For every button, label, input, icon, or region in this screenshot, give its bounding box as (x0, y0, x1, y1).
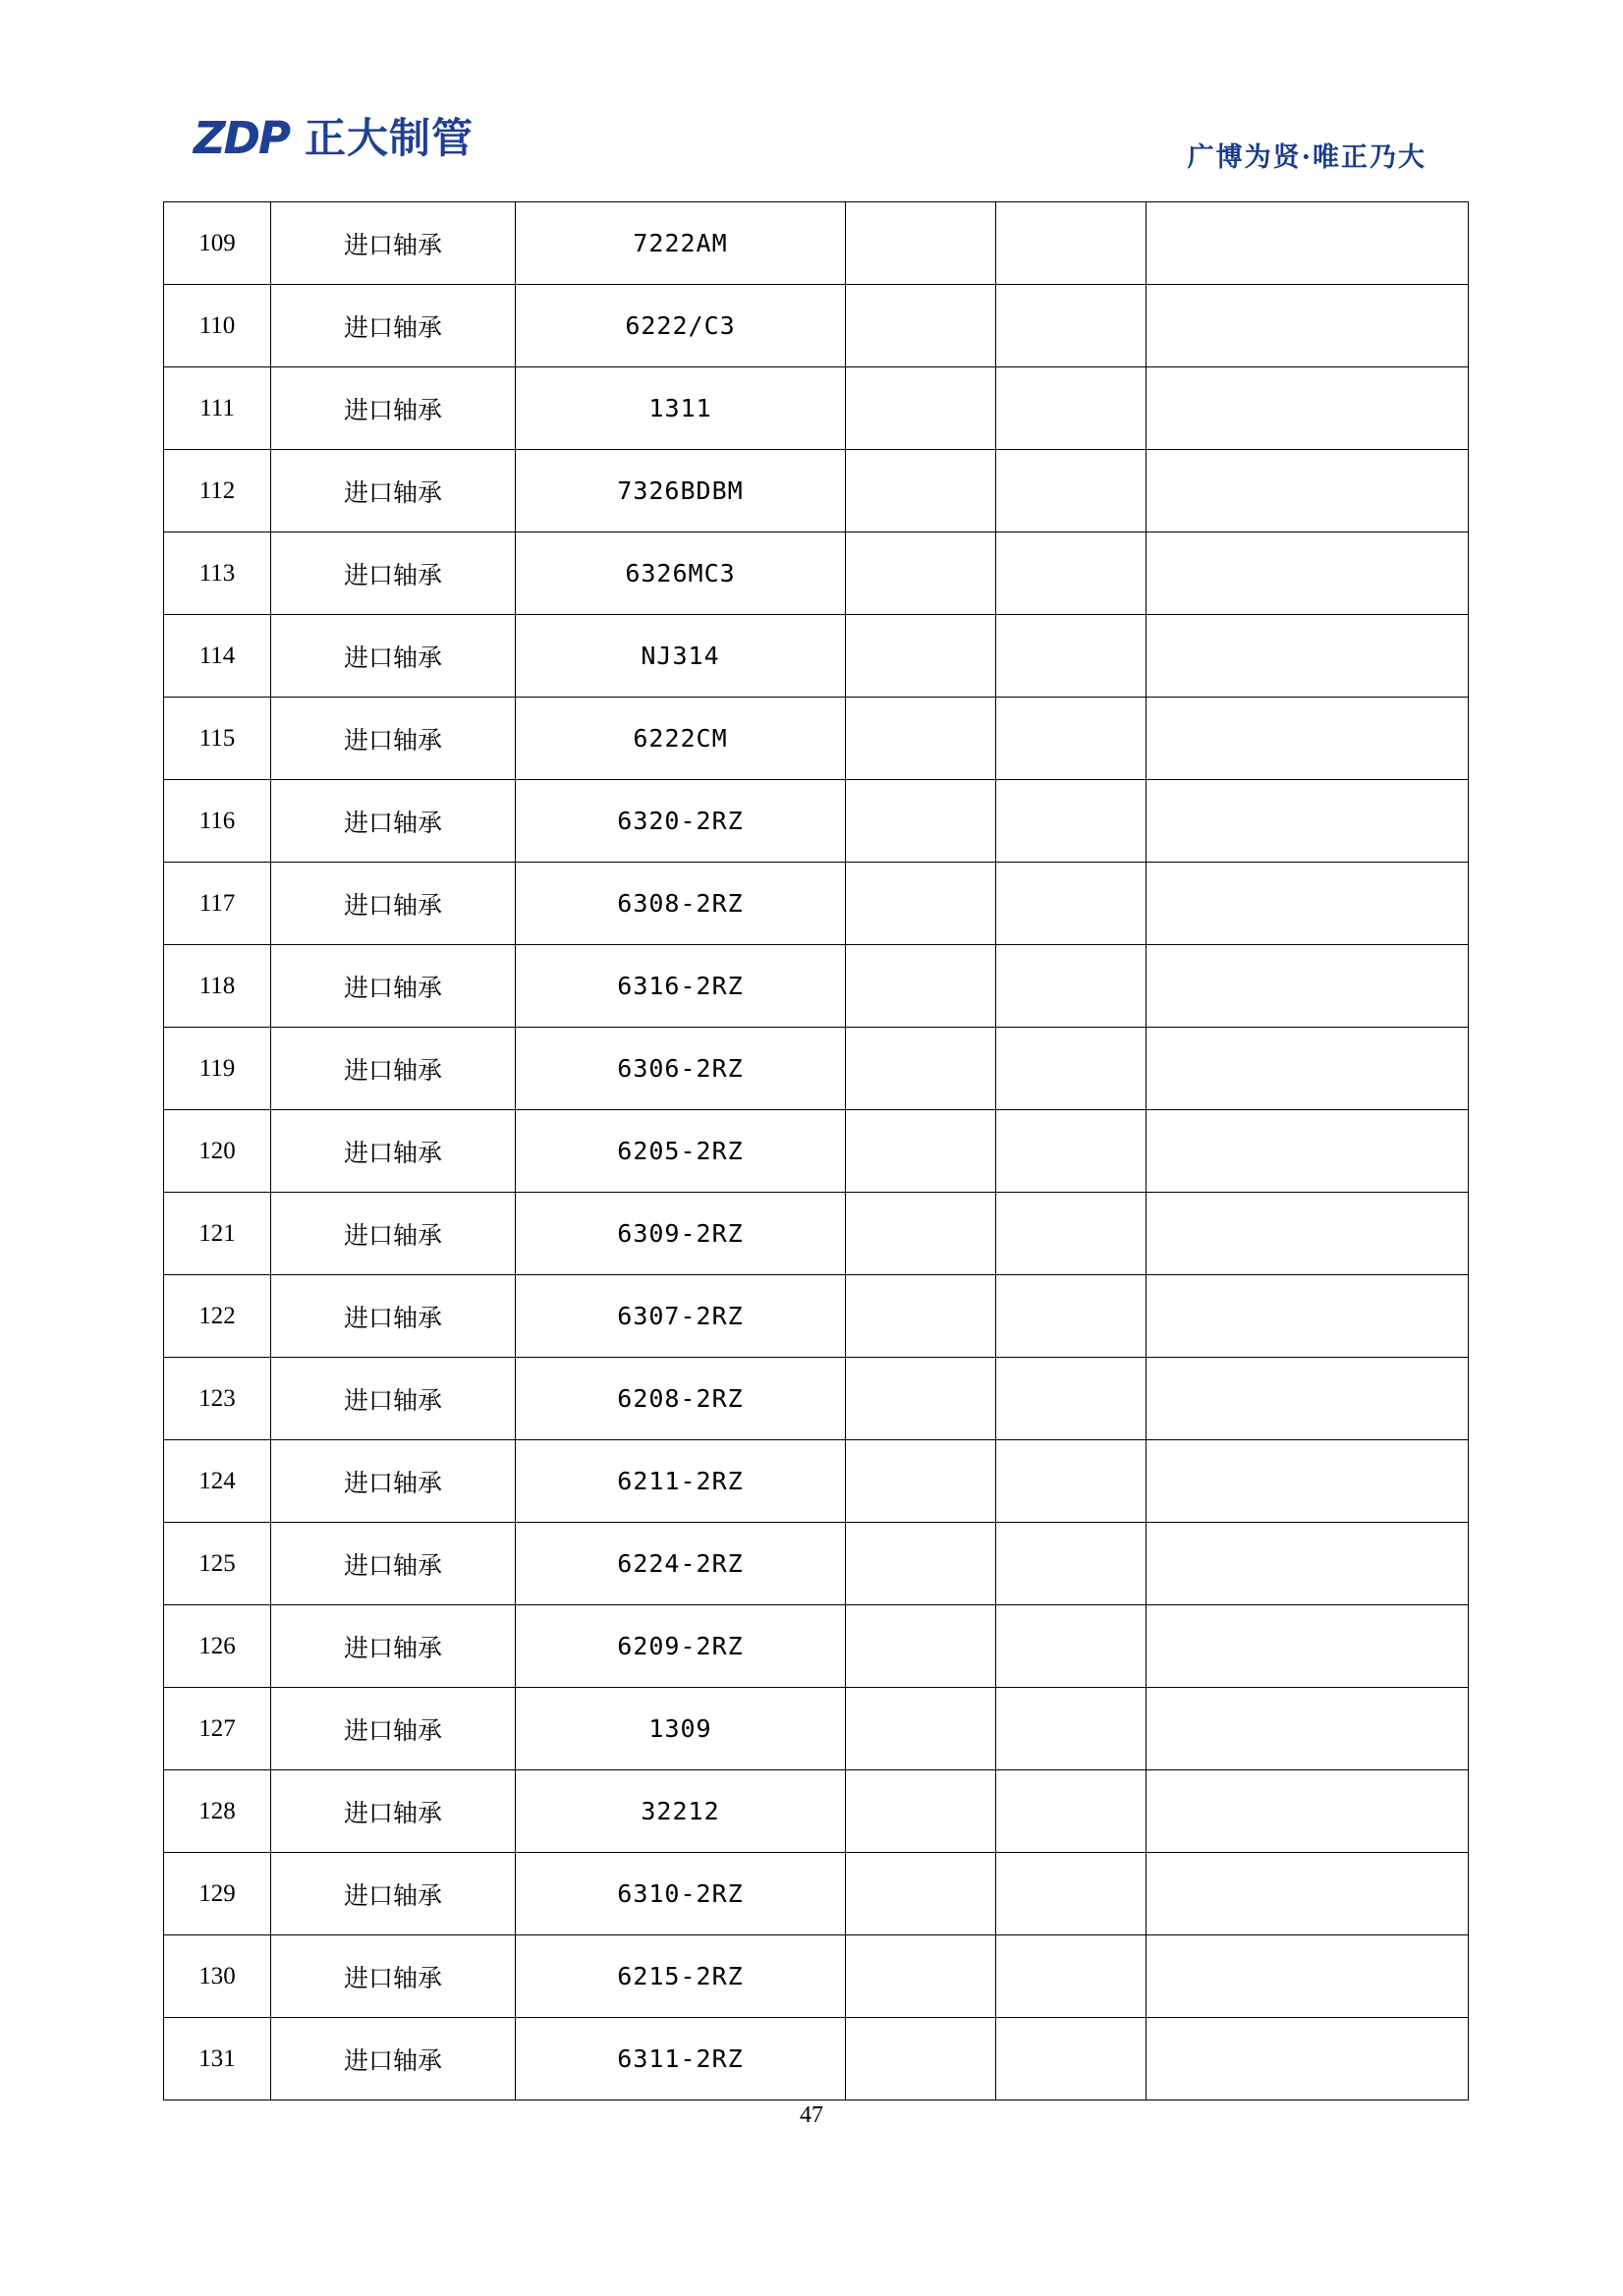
cell-empty-2 (996, 945, 1147, 1028)
cell-empty-2 (996, 1440, 1147, 1523)
cell-empty-1 (846, 1275, 996, 1358)
cell-serial-number: 125 (164, 1523, 271, 1605)
cell-item-name: 进口轴承 (271, 1935, 516, 2018)
cell-model: 6209-2RZ (516, 1605, 846, 1688)
cell-empty-3 (1147, 1028, 1469, 1110)
cell-empty-2 (996, 1853, 1147, 1935)
cell-serial-number: 111 (164, 367, 271, 450)
table-row (164, 1770, 1469, 1853)
cell-item-name: 进口轴承 (271, 780, 516, 863)
cell-empty-1 (846, 1110, 996, 1193)
cell-empty-2 (996, 615, 1147, 698)
cell-model: 6215-2RZ (516, 1935, 846, 2018)
cell-model: 6309-2RZ (516, 1193, 846, 1275)
table-row (164, 1688, 1469, 1770)
table-row (164, 450, 1469, 532)
cell-item-name: 进口轴承 (271, 450, 516, 532)
cell-empty-3 (1147, 1193, 1469, 1275)
cell-empty-1 (846, 1935, 996, 2018)
cell-empty-1 (846, 1193, 996, 1275)
table-row (164, 615, 1469, 698)
cell-serial-number: 127 (164, 1688, 271, 1770)
cell-serial-number: 112 (164, 450, 271, 532)
cell-serial-number: 118 (164, 945, 271, 1028)
cell-item-name: 进口轴承 (271, 615, 516, 698)
cell-item-name: 进口轴承 (271, 285, 516, 367)
cell-model: 1311 (516, 367, 846, 450)
cell-serial-number: 113 (164, 532, 271, 615)
cell-empty-1 (846, 1028, 996, 1110)
cell-empty-3 (1147, 532, 1469, 615)
cell-empty-3 (1147, 615, 1469, 698)
cell-serial-number: 122 (164, 1275, 271, 1358)
cell-empty-3 (1147, 780, 1469, 863)
cell-model: 6205-2RZ (516, 1110, 846, 1193)
cell-empty-2 (996, 1358, 1147, 1440)
cell-empty-2 (996, 1110, 1147, 1193)
cell-serial-number: 121 (164, 1193, 271, 1275)
cell-model: NJ314 (516, 615, 846, 698)
cell-model: 32212 (516, 1770, 846, 1853)
cell-empty-3 (1147, 1523, 1469, 1605)
cell-empty-3 (1147, 1605, 1469, 1688)
cell-item-name: 进口轴承 (271, 1440, 516, 1523)
cell-empty-3 (1147, 1853, 1469, 1935)
cell-empty-1 (846, 1770, 996, 1853)
company-slogan: 广博为贤·唯正乃大 (1187, 142, 1427, 173)
cell-empty-1 (846, 1688, 996, 1770)
cell-empty-1 (846, 367, 996, 450)
cell-model: 6310-2RZ (516, 1853, 846, 1935)
cell-empty-1 (846, 863, 996, 945)
cell-model: 6320-2RZ (516, 780, 846, 863)
cell-empty-1 (846, 202, 996, 285)
logo-company-name: 正大制管 (304, 113, 474, 162)
cell-empty-1 (846, 1523, 996, 1605)
table-row (164, 202, 1469, 285)
page-number: 47 (800, 2102, 823, 2128)
cell-model: 6316-2RZ (516, 945, 846, 1028)
cell-serial-number: 120 (164, 1110, 271, 1193)
cell-serial-number: 115 (164, 698, 271, 780)
cell-empty-3 (1147, 2018, 1469, 2100)
cell-serial-number: 110 (164, 285, 271, 367)
cell-empty-3 (1147, 1688, 1469, 1770)
cell-empty-2 (996, 1275, 1147, 1358)
cell-empty-1 (846, 945, 996, 1028)
cell-empty-3 (1147, 698, 1469, 780)
cell-model: 7326BDBM (516, 450, 846, 532)
table-row (164, 532, 1469, 615)
cell-empty-1 (846, 285, 996, 367)
cell-serial-number: 116 (164, 780, 271, 863)
cell-empty-2 (996, 1770, 1147, 1853)
cell-model: 6224-2RZ (516, 1523, 846, 1605)
cell-serial-number: 126 (164, 1605, 271, 1688)
cell-empty-3 (1147, 1770, 1469, 1853)
cell-empty-1 (846, 2018, 996, 2100)
cell-item-name: 进口轴承 (271, 1605, 516, 1688)
cell-model: 6311-2RZ (516, 2018, 846, 2100)
cell-item-name: 进口轴承 (271, 1853, 516, 1935)
cell-empty-2 (996, 1028, 1147, 1110)
cell-serial-number: 128 (164, 1770, 271, 1853)
table-row (164, 1193, 1469, 1275)
cell-model: 7222AM (516, 202, 846, 285)
cell-empty-3 (1147, 1275, 1469, 1358)
cell-model: 6222CM (516, 698, 846, 780)
cell-serial-number: 117 (164, 863, 271, 945)
table-row (164, 1275, 1469, 1358)
cell-empty-1 (846, 450, 996, 532)
cell-item-name: 进口轴承 (271, 1028, 516, 1110)
table-row (164, 1110, 1469, 1193)
cell-empty-2 (996, 285, 1147, 367)
cell-item-name: 进口轴承 (271, 945, 516, 1028)
table-row (164, 285, 1469, 367)
cell-empty-2 (996, 450, 1147, 532)
cell-item-name: 进口轴承 (271, 863, 516, 945)
cell-empty-3 (1147, 202, 1469, 285)
cell-item-name: 进口轴承 (271, 698, 516, 780)
cell-empty-1 (846, 698, 996, 780)
cell-empty-3 (1147, 1110, 1469, 1193)
cell-serial-number: 124 (164, 1440, 271, 1523)
cell-item-name: 进口轴承 (271, 1523, 516, 1605)
parts-table (163, 201, 1469, 2100)
company-logo (192, 112, 474, 164)
cell-empty-3 (1147, 285, 1469, 367)
cell-item-name: 进口轴承 (271, 1770, 516, 1853)
cell-empty-2 (996, 1688, 1147, 1770)
cell-serial-number: 129 (164, 1853, 271, 1935)
table-row (164, 780, 1469, 863)
table-row (164, 367, 1469, 450)
cell-item-name: 进口轴承 (271, 1193, 516, 1275)
table-row (164, 2018, 1469, 2100)
cell-empty-3 (1147, 945, 1469, 1028)
cell-empty-3 (1147, 1440, 1469, 1523)
cell-model: 6222/C3 (516, 285, 846, 367)
cell-empty-3 (1147, 863, 1469, 945)
cell-empty-3 (1147, 1358, 1469, 1440)
cell-empty-2 (996, 532, 1147, 615)
table-row (164, 1853, 1469, 1935)
table-row (164, 945, 1469, 1028)
cell-empty-3 (1147, 450, 1469, 532)
cell-model: 6208-2RZ (516, 1358, 846, 1440)
cell-item-name: 进口轴承 (271, 367, 516, 450)
page-header (177, 112, 1446, 185)
cell-model: 6308-2RZ (516, 863, 846, 945)
cell-item-name: 进口轴承 (271, 1358, 516, 1440)
cell-empty-2 (996, 1523, 1147, 1605)
table-body (164, 202, 1469, 2100)
cell-item-name: 进口轴承 (271, 1275, 516, 1358)
cell-empty-2 (996, 863, 1147, 945)
cell-empty-2 (996, 698, 1147, 780)
table-row (164, 698, 1469, 780)
cell-model: 6326MC3 (516, 532, 846, 615)
cell-serial-number: 130 (164, 1935, 271, 2018)
cell-empty-2 (996, 1193, 1147, 1275)
table-row (164, 863, 1469, 945)
table-row (164, 1028, 1469, 1110)
cell-item-name: 进口轴承 (271, 2018, 516, 2100)
cell-empty-1 (846, 1853, 996, 1935)
cell-item-name: 进口轴承 (271, 532, 516, 615)
cell-serial-number: 123 (164, 1358, 271, 1440)
cell-empty-2 (996, 1605, 1147, 1688)
cell-item-name: 进口轴承 (271, 1110, 516, 1193)
cell-empty-2 (996, 202, 1147, 285)
cell-empty-1 (846, 532, 996, 615)
table-row (164, 1358, 1469, 1440)
cell-empty-3 (1147, 367, 1469, 450)
logo-mark-zdp: ZDP (194, 112, 289, 164)
cell-empty-2 (996, 780, 1147, 863)
cell-serial-number: 114 (164, 615, 271, 698)
cell-empty-1 (846, 1605, 996, 1688)
cell-model: 6306-2RZ (516, 1028, 846, 1110)
cell-model: 6211-2RZ (516, 1440, 846, 1523)
cell-item-name: 进口轴承 (271, 202, 516, 285)
cell-empty-3 (1147, 1935, 1469, 2018)
cell-item-name: 进口轴承 (271, 1688, 516, 1770)
table-row (164, 1523, 1469, 1605)
table-row (164, 1440, 1469, 1523)
cell-empty-1 (846, 780, 996, 863)
table-row (164, 1605, 1469, 1688)
cell-model: 6307-2RZ (516, 1275, 846, 1358)
cell-serial-number: 131 (164, 2018, 271, 2100)
cell-empty-2 (996, 367, 1147, 450)
cell-empty-2 (996, 2018, 1147, 2100)
cell-empty-1 (846, 1358, 996, 1440)
cell-model: 1309 (516, 1688, 846, 1770)
cell-serial-number: 109 (164, 202, 271, 285)
cell-empty-2 (996, 1935, 1147, 2018)
cell-serial-number: 119 (164, 1028, 271, 1110)
table-row (164, 1935, 1469, 2018)
cell-empty-1 (846, 615, 996, 698)
cell-empty-1 (846, 1440, 996, 1523)
